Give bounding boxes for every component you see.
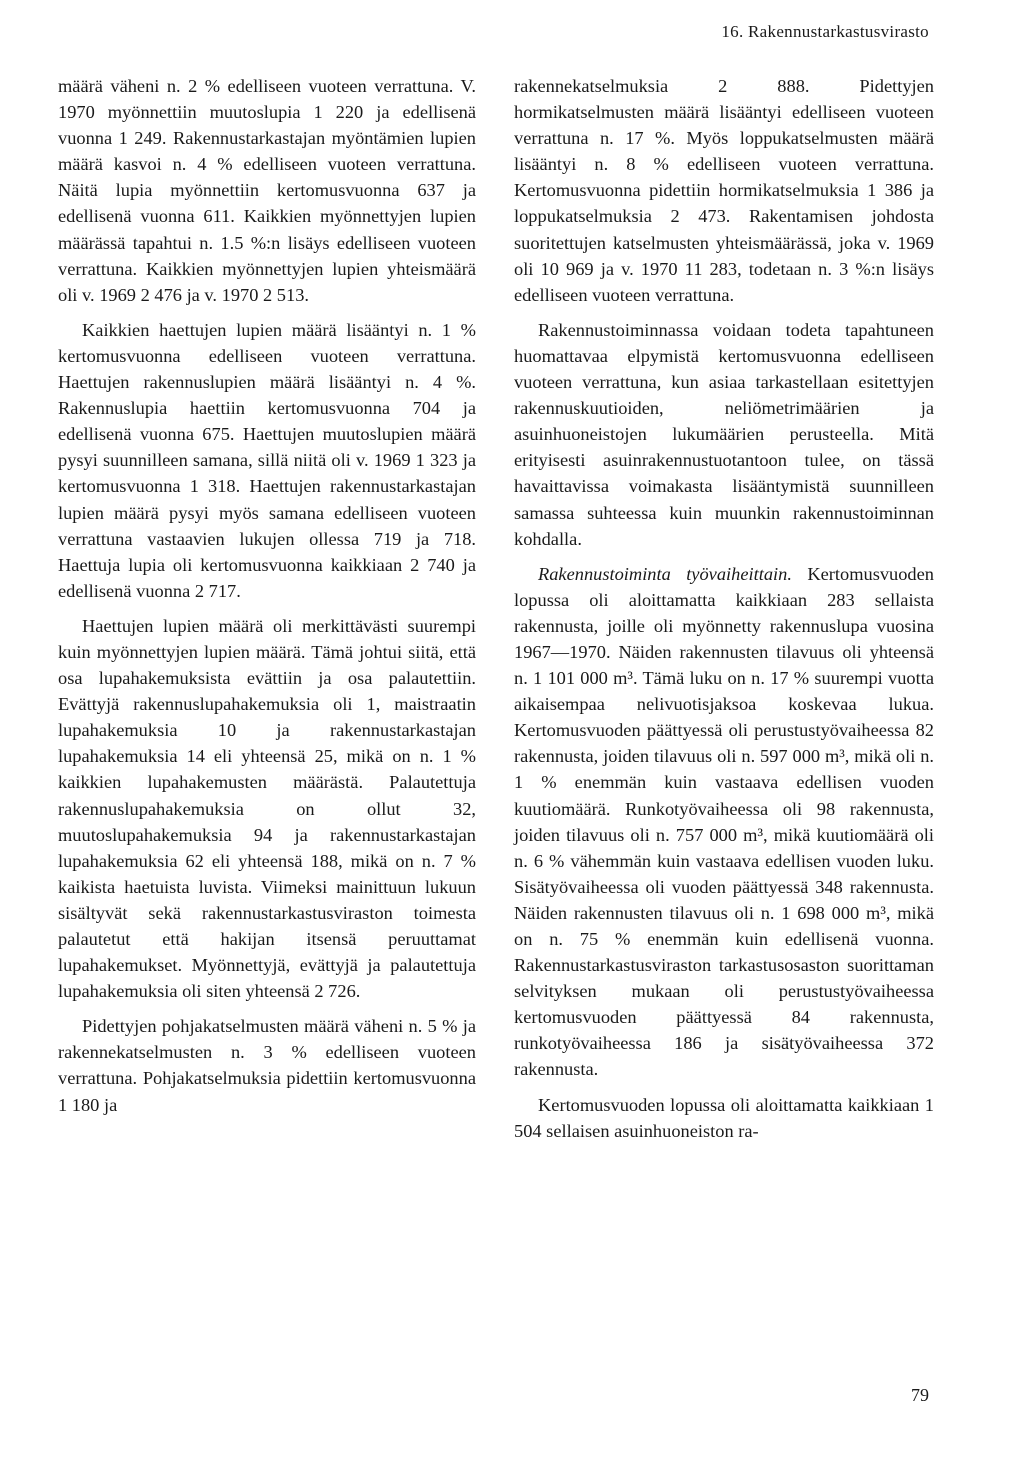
left-column bbox=[58, 73, 476, 1127]
paragraph-section bbox=[514, 561, 934, 1083]
paragraph: Kaikkien haettujen lupien määrä lisääntyi n. 1 % kertomusvuonna edelliseen vuoteen verrattuna. Haettujen rakennuslupien määrä lisääntyi n. 4 %. Rakennuslupia haettiin kertomusvuonna 704 ja edellisenä vuonna 675. Haettujen muutoslupien määrä pysyi suunnilleen samana, sillä niitä oli v. 1969 1 323 ja kertomusvuonna 1 318. Haettujen rakennustarkastajan lupien määrä pysyi myös samana edelliseen vuoteen verrattuna vastaavien lukujen ollessa 719 ja 718. Haettuja lupia oli kertomusvuonna kaikkiaan 2 740 ja edellisenä vuonna 2 717. bbox=[58, 319, 476, 601]
paragraph: Pidettyjen pohjakatselmusten määrä väheni n. 5 % ja rakennekatselmusten n. 3 % edelliseen vuoteen verrattuna. Pohjakatselmuksia pidettiin kertomusvuonna 1 180 ja bbox=[58, 1016, 476, 1115]
paragraph: Haettujen lupien määrä oli merkittävästi suurempi kuin myönnettyjen lupien määrä. Tämä johtui siitä, että osa lupahakemuksista evättiin ja osa palautettiin. Evättyjä rakennuslupahakemuksia oli 1, maistraatin lupahakemuksia 10 ja rakennustarkastajan lupahakemuksia 14 eli yhteensä 25, mikä on n. 1 % kaikkien lupahakemusten määrästä. Palautettuja rakennuslupahakemuksia on ollut 32, muutoslupahakemuksia 94 ja rakennustarkastajan lupahakemuksia 62 eli yhteensä 188, mikä on n. 7 % kaikista haetuista luvista. Viimeksi mainittuun lukuun sisältyvät sekä rakennustarkastusviraston toimesta palautetut että hakijan itsensä peruuttamat lupahakemukset. Myönnettyjä, evättyjä ja palautettuja lupahakemuksia oli siten yhteensä 2 726. bbox=[58, 615, 476, 1002]
section-text: Kertomusvuoden lopussa oli aloittamatta kaikkiaan 283 sellaista rakennusta, joille oli myönnetty rakennuslupa vuosina 1967—1970. Näiden rakennusten tilavuus oli yhteensä n. 1 101 000 m³. Tämä luku on n. 17 % suurempi vuotta aikaisempaa nelivuotisjaksoa koskevaa lukua. Kertomusvuoden päättyessä oli perustustyövaiheessa 82 rakennusta, joiden tilavuus oli n. 597 000 m³, mikä oli n. 1 % enemmän kuin vastaava edellisen vuoden kuutiomäärä. Runkotyövaiheessa oli 98 rakennusta, joiden tilavuus oli n. 757 000 m³, mikä kuutiomäärä oli n. 6 % vähemmän kuin vastaava edellisen vuoden luku. Sisätyövaiheessa oli vuoden päättyessä 348 rakennusta. Näiden rakennusten tilavuus oli n. 1 698 000 m³, mikä on n. 75 % enemmän kuin edellisenä vuonna. Rakennustarkastusviraston tarkastusosaston suorittaman selvityksen mukaan oli perustustyövaiheessa kertomusvuoden päättyessä 84 rakennusta, runkotyövaiheessa 186 ja sisätyövaiheessa 372 rakennusta. bbox=[514, 563, 934, 1080]
paragraph: rakennekatselmuksia 2 888. Pidettyjen hormikatselmusten määrä lisääntyi edelliseen vuoteen verrattuna n. 17 %. Myös loppukatselmusten määrä lisääntyi n. 8 % edelliseen vuoteen verrattuna. Kertomusvuonna pidettiin hormikatselmuksia 1 386 ja loppukatselmuksia 2 473. Rakentamisen johdosta suoritettujen katselmusten yhteismäärässä, joka v. 1969 oli 10 969 ja v. 1970 11 283, todetaan n. 3 %:n lisäys edelliseen vuoteen verrattuna. bbox=[514, 76, 934, 305]
paragraph: määrä väheni n. 2 % edelliseen vuoteen verrattuna. V. 1970 myönnettiin muutoslupia 1 220 ja edellisenä vuonna 1 249. Rakennustarkastajan myöntämien lupien määrä kasvoi n. 4 % edelliseen vuoteen verrattuna. Näitä lupia myönnettiin kertomusvuonna 637 ja edellisenä vuonna 611. Kaikkien myönnettyjen lupien määrässä tapahtui n. 1.5 %:n lisäys edelliseen vuoteen verrattuna. Kaikkien myönnettyjen lupien yhteismäärä oli v. 1969 2 476 ja v. 1970 2 513. bbox=[58, 76, 476, 305]
paragraph: Rakennustoiminnassa voidaan todeta tapahtuneen huomattavaa elpymistä kertomusvuonna edelliseen vuoteen verrattuna, kun asiaa tarkastellaan esitettyjen rakennuskuutioiden, neliömetrimäärien ja asuinhuoneistojen lukumäärien perusteella. Mitä erityisesti asuinrakennustuotantoon tulee, on tässä havaittavissa voimakasta lisääntymistä suunnilleen samassa suhteessa kuin muunkin rakennustoiminnan kohdalla. bbox=[514, 319, 934, 549]
section-heading: Rakennustoiminta työvaiheittain. bbox=[538, 563, 792, 584]
page-number: 79 bbox=[911, 1385, 929, 1405]
right-column bbox=[514, 73, 934, 1153]
running-header: 16. Rakennustarkastusvirasto bbox=[721, 22, 929, 41]
paragraph: Kertomusvuoden lopussa oli aloittamatta kaikkiaan 1 504 sellaisen asuinhuoneiston ra- bbox=[514, 1094, 934, 1141]
